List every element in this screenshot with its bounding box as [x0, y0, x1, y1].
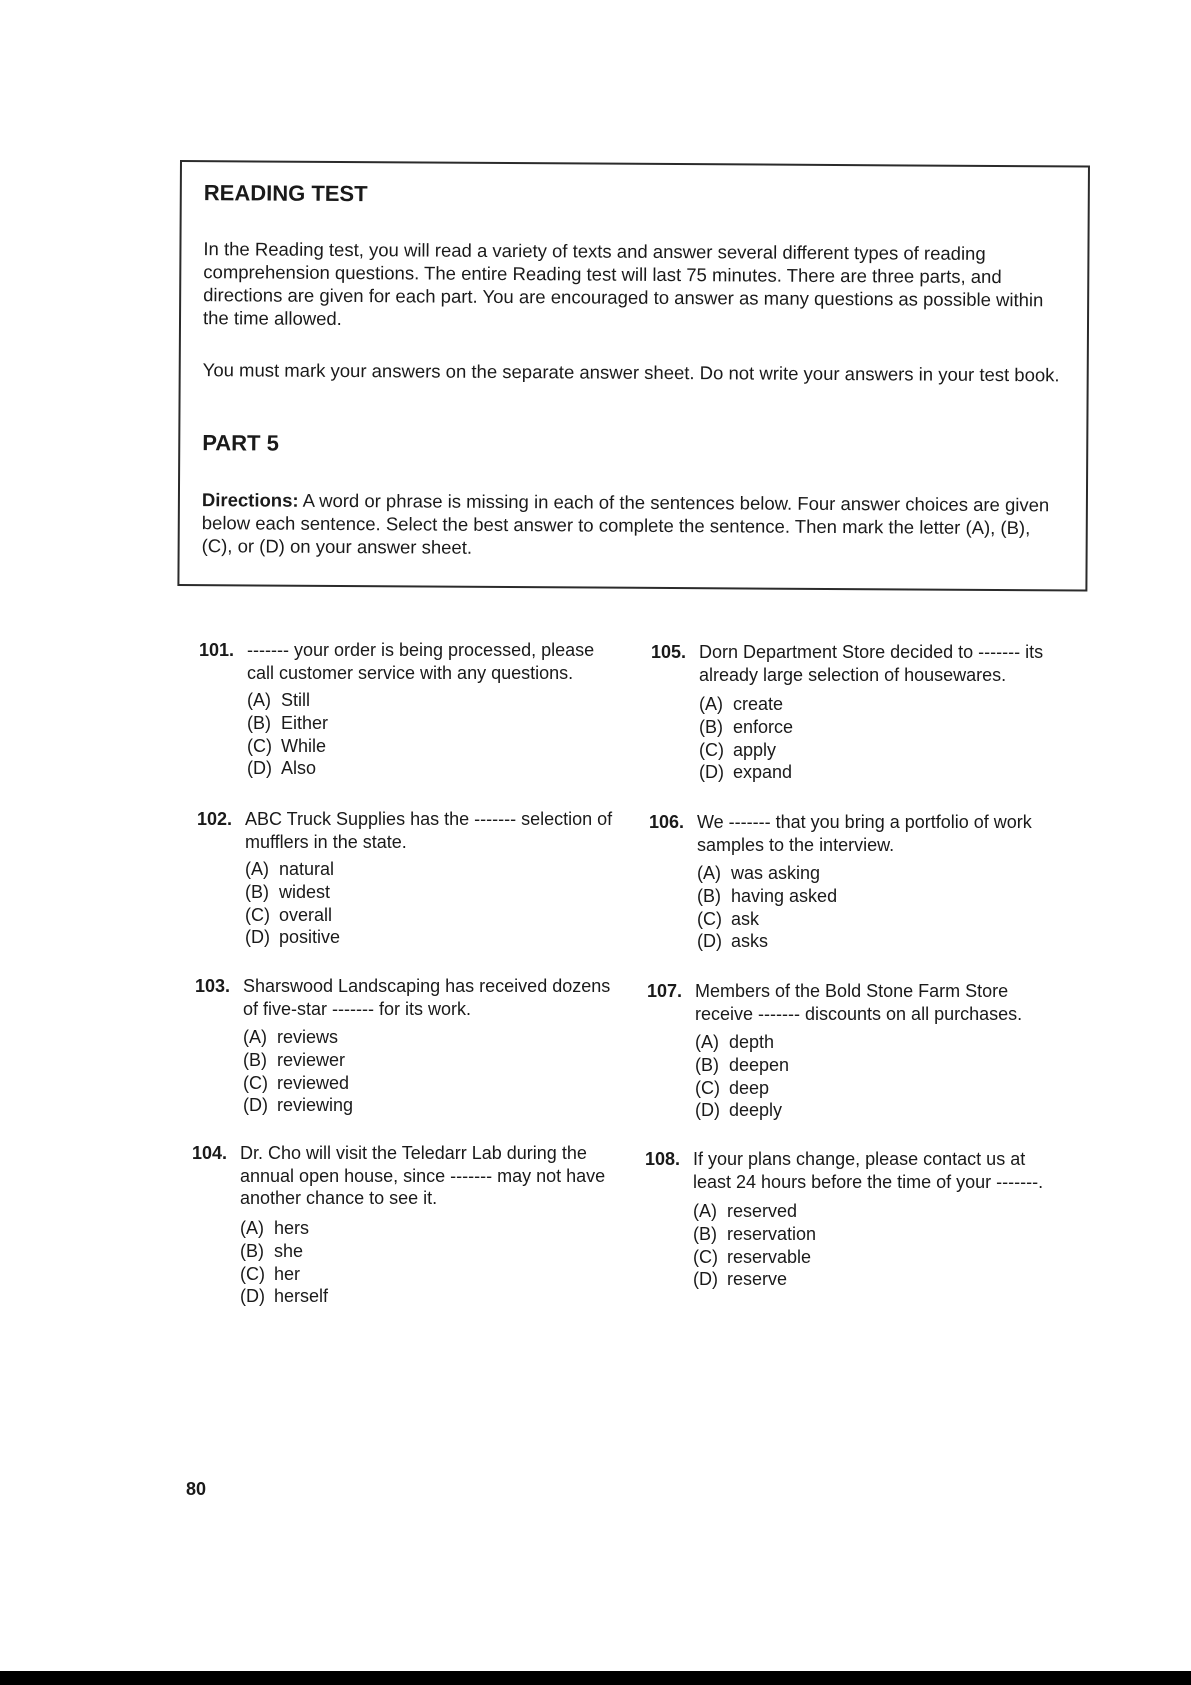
question-stem: If your plans change, please contact us at least 24 hours before the time of your -------.: [693, 1149, 1044, 1192]
option-d: (D) reserve: [693, 1269, 788, 1290]
option-c: (C) her: [240, 1263, 301, 1284]
question-number: 108.: [645, 1149, 681, 1169]
answer-options: [699, 693, 793, 784]
answer-options: [695, 1031, 789, 1122]
option-c: (C) apply: [699, 739, 777, 760]
option-d: (D) herself: [240, 1286, 329, 1307]
option-d: (D) reviewing: [243, 1095, 354, 1116]
instructions-box: [177, 160, 1090, 592]
question-stem: Members of the Bold Stone Farm Store receive ------- discounts on all purchases.: [695, 981, 1023, 1024]
question-number: 107.: [647, 981, 683, 1001]
option-a: (A) reviews: [243, 1027, 339, 1047]
option-b: (B) she: [240, 1240, 304, 1261]
question-stem: ABC Truck Supplies has the ------- selection of mufflers in the state.: [245, 809, 613, 852]
question-number: 103.: [195, 976, 231, 996]
directions-paragraph: [202, 488, 1062, 562]
option-c: (C) While: [247, 735, 327, 756]
question-stem: Dr. Cho will visit the Teledarr Lab during the annual open house, since ------- may not have another chance to see it.: [240, 1143, 606, 1208]
question-number: 105.: [651, 642, 687, 662]
part-title: PART 5: [202, 430, 279, 456]
option-c: (C) ask: [697, 908, 760, 929]
question-number: 102.: [197, 809, 233, 829]
option-a: (A) hers: [240, 1218, 310, 1238]
question-stem: Dorn Department Store decided to ------- its already large selection of housewares.: [699, 642, 1044, 685]
question-stem: We ------- that you bring a portfolio of work samples to the interview.: [697, 812, 1032, 855]
directions-label: Directions:: [201, 489, 299, 511]
option-b: (B) reviewer: [243, 1049, 346, 1070]
option-c: (C) reservable: [693, 1246, 812, 1267]
question-number: 104.: [192, 1143, 228, 1163]
answer-options: [240, 1217, 328, 1308]
question-stem: Sharswood Landscaping has received dozens of five-star ------- for its work.: [243, 976, 611, 1019]
option-a: (A) create: [699, 694, 784, 714]
option-b: (B) enforce: [699, 716, 794, 737]
option-b: (B) reservation: [693, 1223, 817, 1244]
option-d: (D) expand: [699, 762, 793, 783]
scan-edge-bar: [0, 1671, 1191, 1685]
option-a: (A) Still: [247, 690, 311, 710]
option-c: (C) deep: [695, 1077, 770, 1098]
question-stem: ------- your order is being processed, please call customer service with any questions.: [247, 640, 595, 683]
answer-sheet-note: You must mark your answers on the separate answer sheet. Do not write your answers in your test book.: [202, 359, 1060, 386]
option-b: (B) Either: [247, 712, 329, 733]
answer-options: [697, 862, 837, 953]
option-d: (D) asks: [697, 931, 769, 952]
option-a: (A) was asking: [697, 863, 821, 883]
option-d: (D) deeply: [695, 1100, 783, 1121]
option-a: (A) reserved: [693, 1201, 798, 1221]
option-c: (C) overall: [245, 904, 333, 925]
option-b: (B) deepen: [695, 1054, 790, 1075]
answer-options: [247, 689, 328, 780]
page-number: 80: [186, 1479, 207, 1499]
option-c: (C) reviewed: [243, 1072, 350, 1093]
option-b: (B) widest: [245, 881, 331, 902]
answer-options: [243, 1026, 353, 1117]
answer-options: [693, 1200, 816, 1291]
question-number: 106.: [649, 812, 685, 832]
option-a: (A) natural: [245, 859, 335, 879]
option-d: (D) positive: [245, 927, 341, 948]
test-title: READING TEST: [203, 180, 368, 207]
question-number: 101.: [199, 640, 235, 660]
option-d: (D) Also: [247, 758, 317, 779]
directions-text: A word or phrase is missing in each of the sentences below. Four answer choices are given below each sentence. Select the best answer to complete the sentence. Then mark the letter (A), (B), (C), or (D) on your answer sheet.: [201, 489, 1050, 558]
option-a: (A) depth: [695, 1032, 775, 1052]
option-b: (B) having asked: [697, 885, 838, 906]
answer-options: [245, 858, 340, 949]
intro-paragraph: In the Reading test, you will read a variety of texts and answer several different types of reading comprehension questions. The entire Reading test will last 75 minutes. There are three parts, and directions are given for each part. You are encouraged to answer as many questions as possible within the time allowed.: [202, 238, 1044, 329]
